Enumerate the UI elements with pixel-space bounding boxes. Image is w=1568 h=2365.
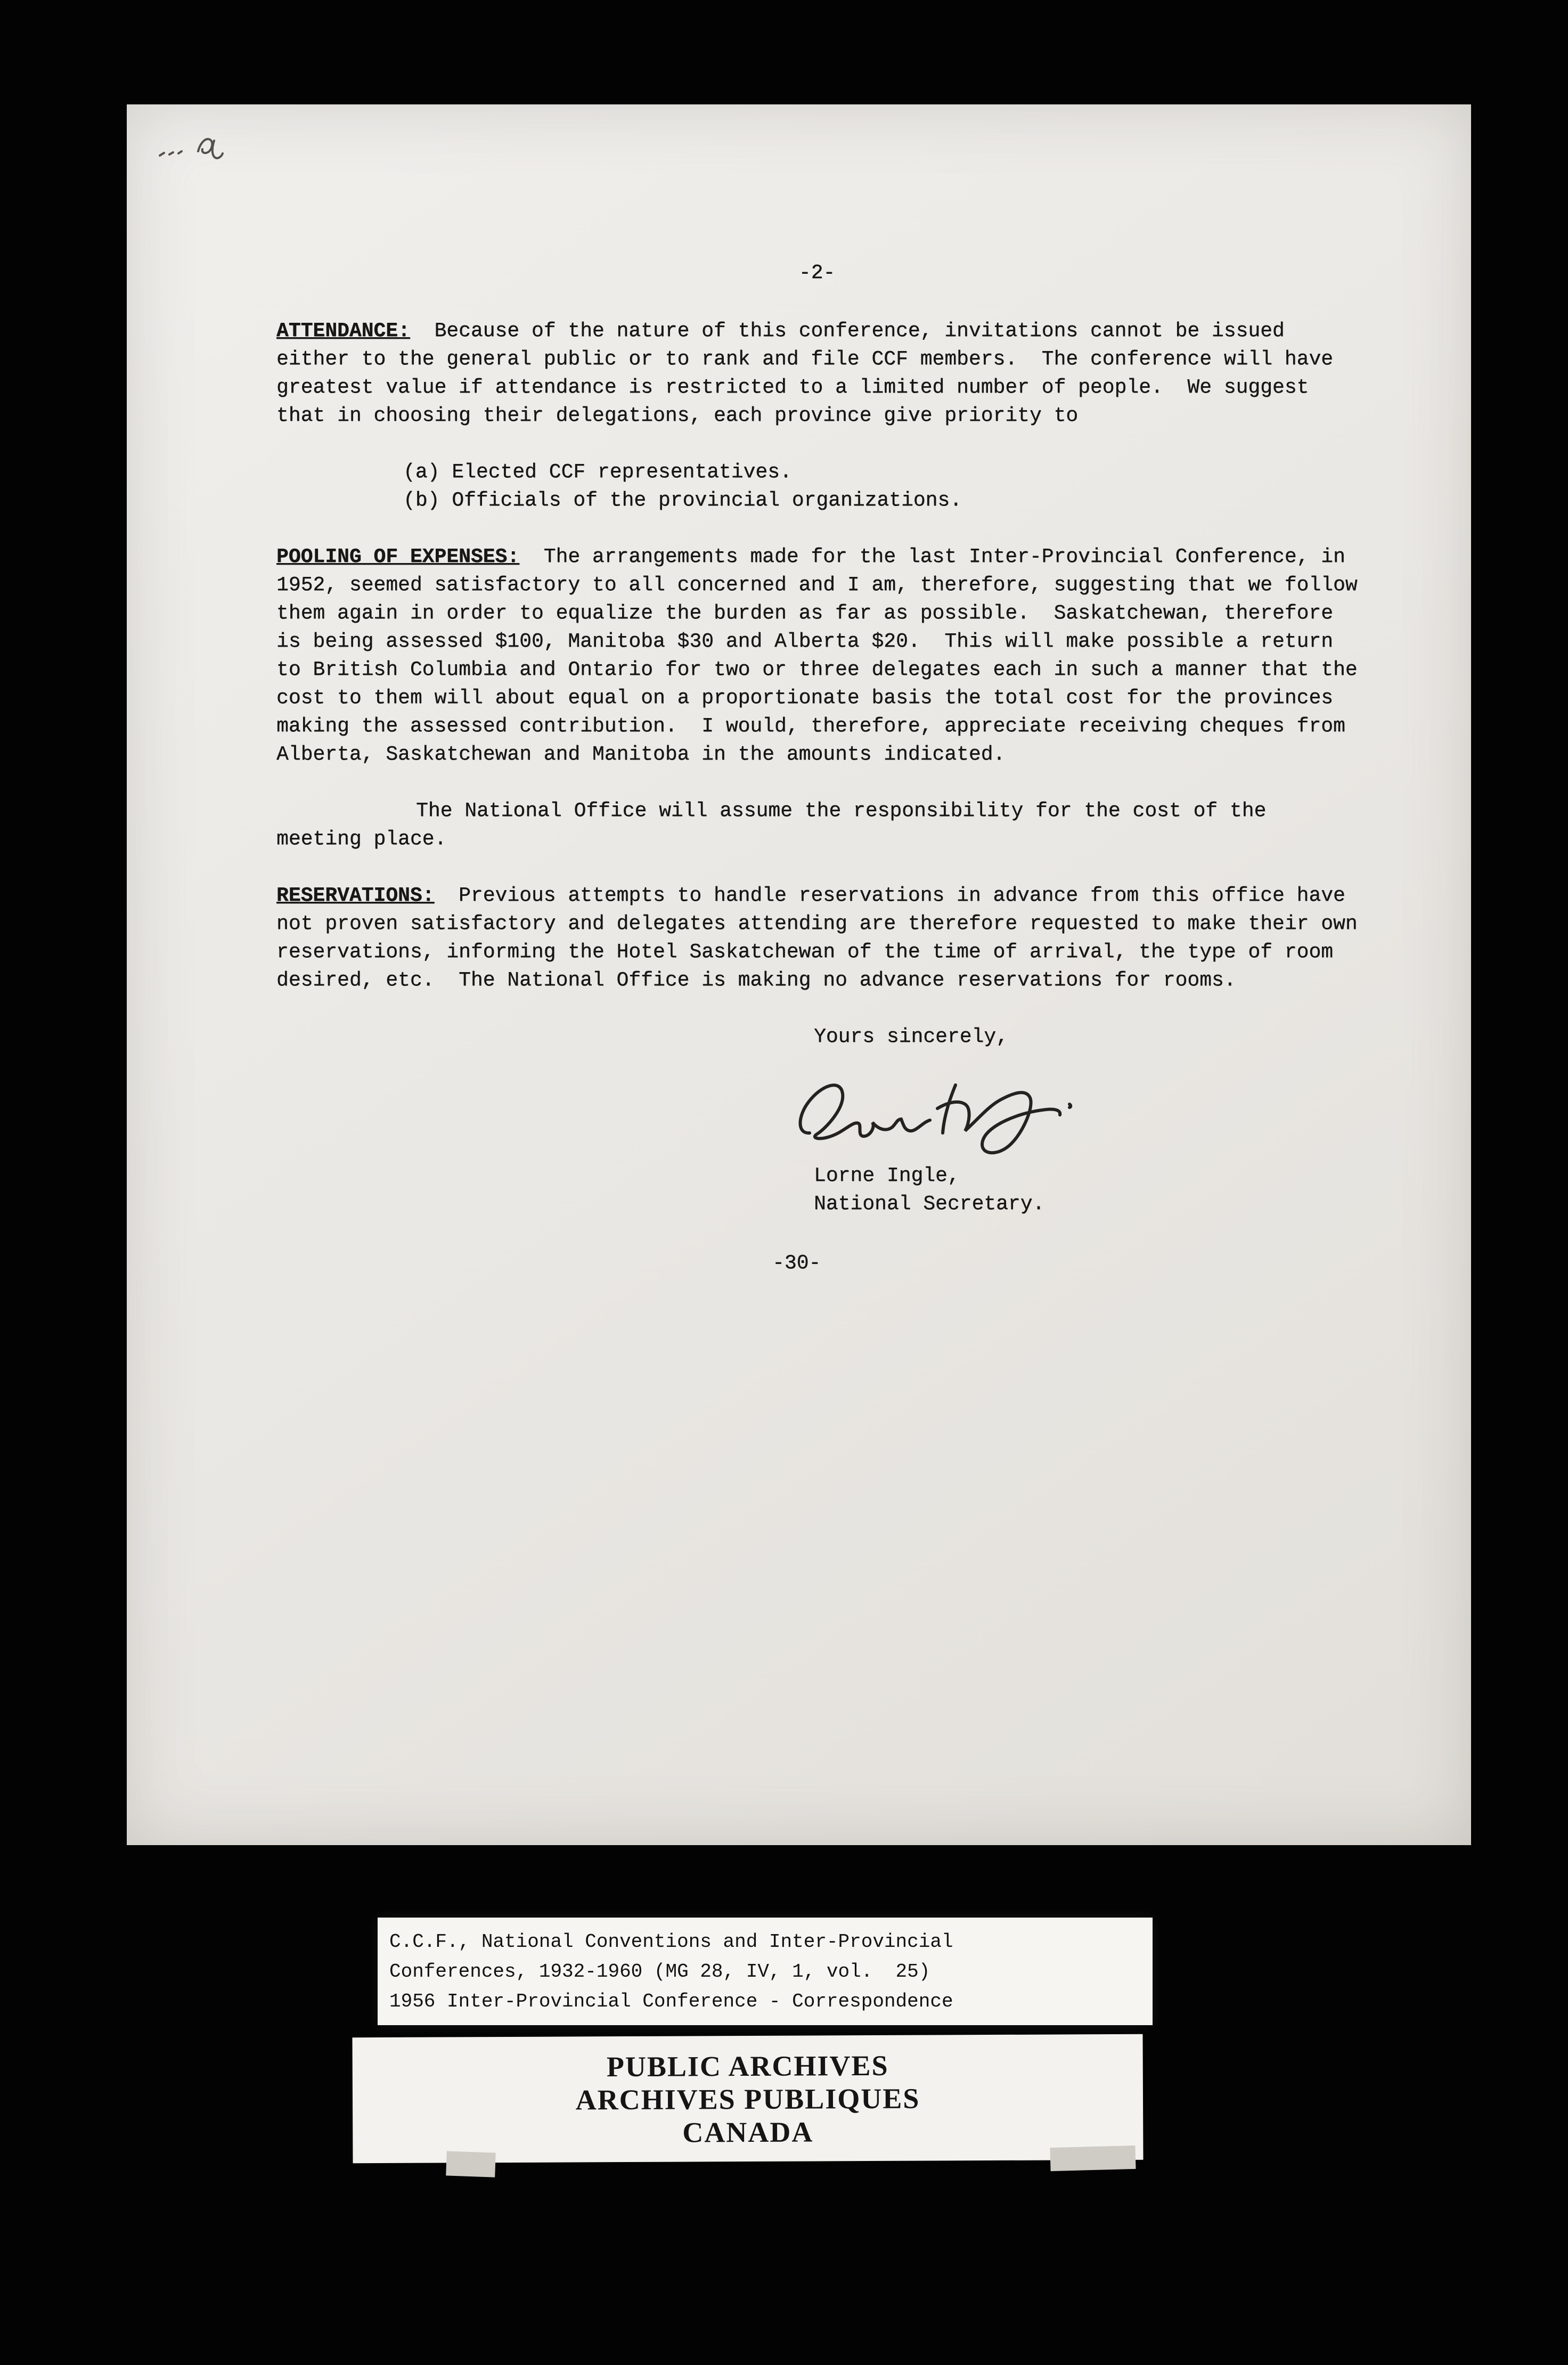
page-number: -2- [798, 262, 836, 284]
tape-fragment-right [1050, 2146, 1136, 2171]
signature-name-block [814, 1162, 1358, 1218]
handwritten-mark [153, 130, 255, 167]
reservations-heading: RESERVATIONS: [276, 884, 435, 907]
letter-body [276, 259, 1370, 1277]
closing-block [772, 1023, 1358, 1277]
document-page [127, 104, 1471, 1845]
closing-salutation: Yours sincerely, [814, 1025, 1008, 1048]
paragraph-attendance [276, 317, 1358, 430]
priority-list [403, 458, 1358, 515]
reservations-text: Previous attempts to handle reservations in advance from this office have not proven satisfactory and delegates attending are therefore requested to make their own reservations, informing the Hotel Saskatchewan of the time of arrival, the type of room desired, etc. The National Office is making no advance reservations for rooms. [276, 884, 1370, 992]
list-item-b: (b) Officials of the provincial organizations. [403, 489, 962, 512]
stamp-line-1: PUBLIC ARCHIVES [606, 2049, 889, 2083]
tape-fragment-left [446, 2151, 496, 2177]
attendance-heading: ATTENDANCE: [276, 320, 410, 342]
stamp-line-2: ARCHIVES PUBLIQUES [575, 2082, 920, 2116]
paragraph-pooling [276, 543, 1370, 769]
public-archives-stamp [352, 2034, 1143, 2163]
pooling-text: The arrangements made for the last Inter-Provincial Conference, in 1952, seemed satisfactory to all concerned and I am, therefore, suggesting that we follow them again in order to equalize the burden as far as possible. Saskatchewan, therefore is being assessed $100, Manitoba $30 and Alberta $20. This will make possible a return to British Columbia and Ontario for two or three delegates each in such a manner that the cost to them will about equal on a proportionate basis the total cost for the provinces making the assessed contribution. I would, therefore, appreciate receiving cheques from Alberta, Saskatchewan and Manitoba in the amounts indicated. [276, 545, 1370, 766]
paragraph-reservations [276, 882, 1370, 994]
attendance-text: Because of the nature of this conference, invitations cannot be issued either to the general public or to rank and file CCF members. The conference will have greatest value if attendance is restricted to a limited number of people. We suggest that in choosing their delegations, each province give priority to [276, 320, 1345, 427]
sender-title: National Secretary. [814, 1193, 1045, 1216]
archive-label-line-3: 1956 Inter-Provincial Conference - Correspondence [389, 1991, 953, 2012]
signature [787, 1055, 1085, 1162]
stamp-line-3: CANADA [682, 2116, 814, 2149]
archive-label-line-1: C.C.F., National Conventions and Inter-Provincial [389, 1931, 953, 1953]
archive-label-line-2: Conferences, 1932-1960 (MG 28, IV, 1, vol. 25) [389, 1961, 930, 1983]
paragraph-national-office: The National Office will assume the responsibility for the cost of the meeting place. [276, 800, 1279, 851]
list-item-a: (a) Elected CCF representatives. [403, 461, 792, 484]
archive-reference-label [378, 1918, 1153, 2025]
sender-name: Lorne Ingle, [814, 1164, 960, 1187]
pooling-heading: POOLING OF EXPENSES: [276, 545, 520, 568]
end-mark: -30- [772, 1252, 821, 1275]
